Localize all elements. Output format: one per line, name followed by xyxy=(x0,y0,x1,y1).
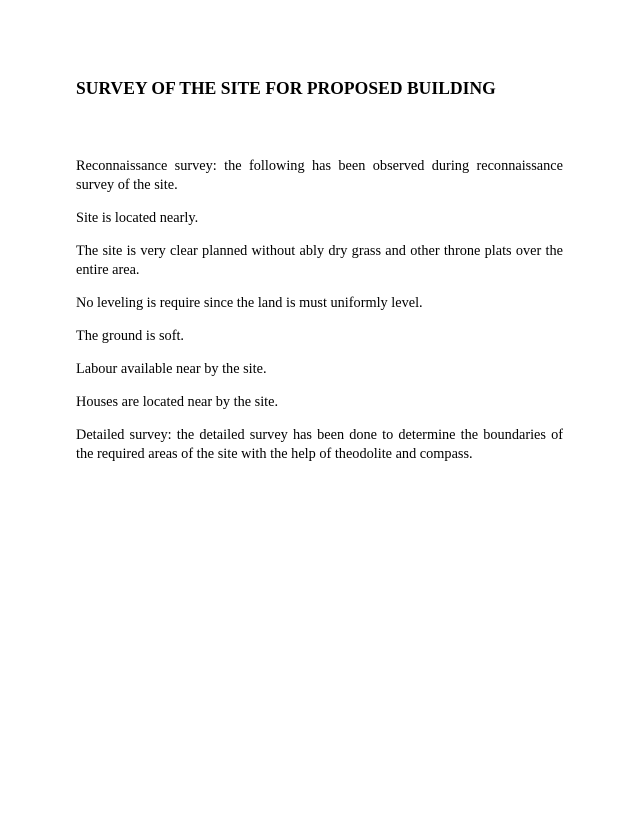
paragraph-ground: The ground is soft. xyxy=(76,328,185,344)
paragraph-detailed-survey: Detailed survey: the detailed survey has been done to determine the boundaries of the required areas of the site with the help of theodolite and compass. xyxy=(76,427,563,462)
paragraph-site-condition: The site is very clear planned without ably dry grass and other throne plats over the entire area. xyxy=(76,243,563,278)
document-body xyxy=(76,157,563,478)
paragraph-houses: Houses are located near by the site. xyxy=(76,394,279,410)
paragraph-leveling: No leveling is require since the land is must uniformly level. xyxy=(76,295,423,311)
paragraph-labour: Labour available near by the site. xyxy=(76,361,267,377)
paragraph-reconnaissance-survey: Reconnaissance survey: the following has been observed during reconnaissance survey of the site. xyxy=(76,158,563,193)
paragraph-site-location: Site is located nearly. xyxy=(76,210,199,226)
page-title: SURVEY OF THE SITE FOR PROPOSED BUILDING xyxy=(76,78,496,98)
